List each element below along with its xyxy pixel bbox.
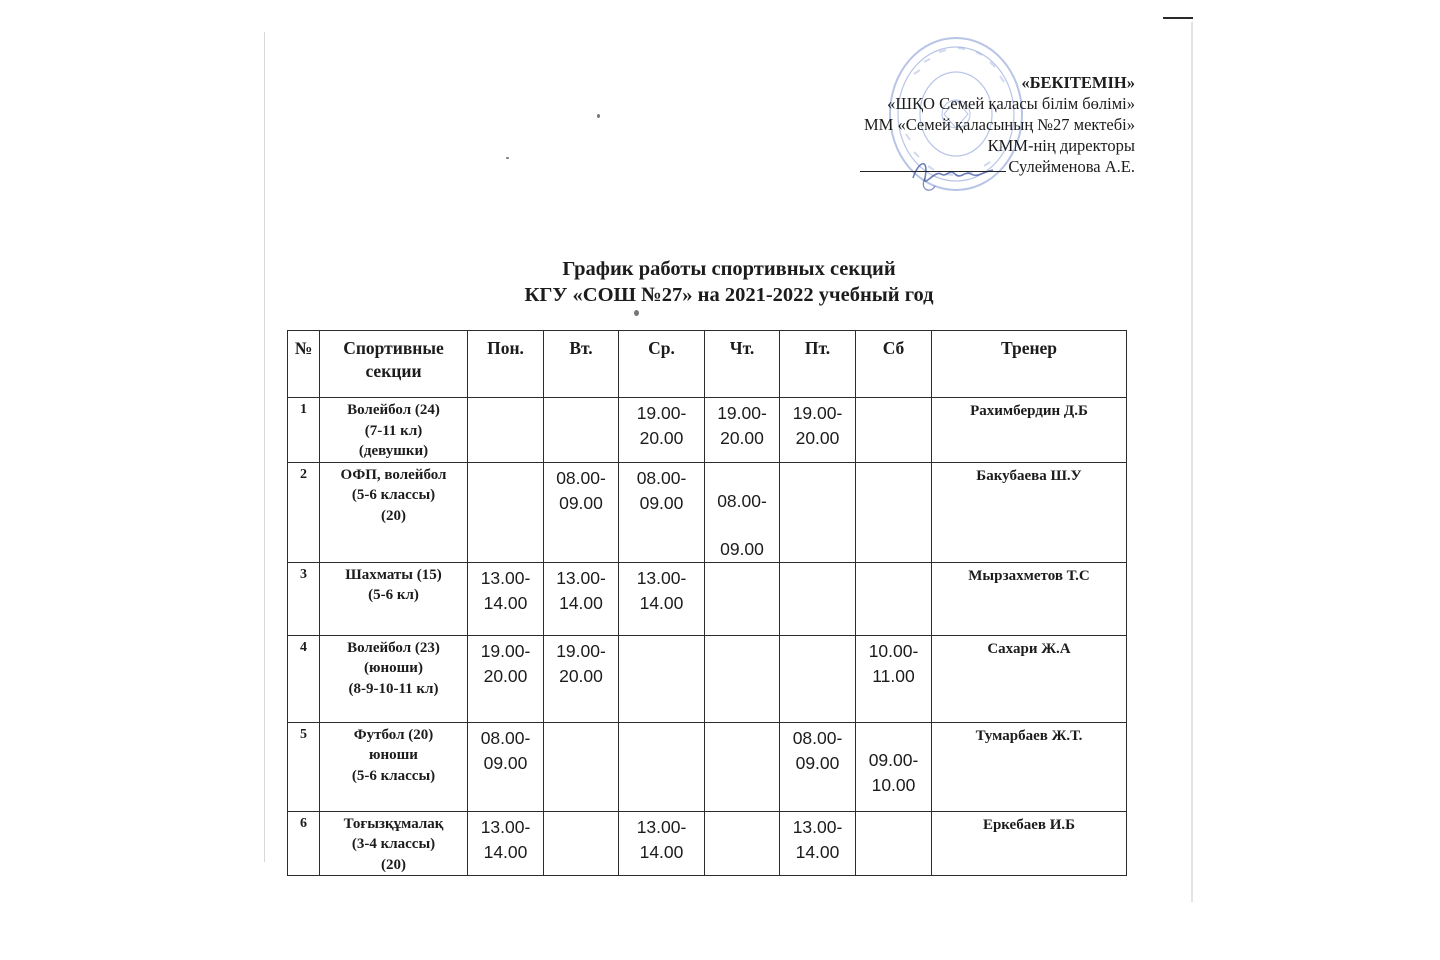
slot-start: 19.00- <box>480 640 531 661</box>
slot-end: 20.00 <box>559 665 603 686</box>
row-number: 5 <box>288 722 320 811</box>
slot-monday <box>468 722 544 811</box>
section-line: (5-6 кл) <box>368 587 419 603</box>
slot-monday <box>468 398 544 463</box>
slot-end: 09.00 <box>483 752 528 773</box>
header-wednesday: Ср. <box>619 331 705 398</box>
table-row <box>288 462 1127 562</box>
section-line: Футбол (20) <box>353 726 434 743</box>
slot-end: 09.00 <box>639 492 684 513</box>
slot-start: 13.00- <box>480 816 531 837</box>
slot-end: 09.00 <box>795 752 840 773</box>
slot-start: 08.00- <box>556 467 606 488</box>
section-line: (юноши) <box>364 660 423 676</box>
slot-thursday <box>705 811 780 876</box>
table-row <box>288 811 1127 876</box>
section-line: (20) <box>381 856 406 873</box>
scan-edge-left <box>264 32 265 862</box>
slot-start: 19.00- <box>636 403 687 423</box>
slot-thursday <box>705 562 780 635</box>
slot-saturday <box>856 462 932 562</box>
slot-start: 13.00- <box>556 567 606 588</box>
slot-wednesday <box>619 562 705 635</box>
header-friday: Пт. <box>780 331 856 398</box>
schedule-table <box>287 330 1127 876</box>
signature-underline <box>860 157 1006 172</box>
scan-mark-top <box>1163 17 1193 19</box>
slot-wednesday <box>619 722 705 811</box>
scan-speck <box>634 310 639 316</box>
table-row <box>288 722 1127 811</box>
coach-name: Сахари Ж.А <box>932 635 1127 722</box>
section-line: Тоғызқұмалақ <box>343 815 444 832</box>
table-row <box>288 562 1127 635</box>
slot-end: 14.00 <box>483 841 528 862</box>
slot-saturday <box>856 562 932 635</box>
slot-start: 08.00- <box>792 727 843 748</box>
slot-start: 08.00- <box>717 490 767 511</box>
row-number: 4 <box>288 635 320 722</box>
section-name <box>320 811 468 876</box>
section-name <box>320 562 468 635</box>
coach-name: Бакубаева Ш.У <box>932 462 1127 562</box>
slot-end: 09.00 <box>720 538 764 559</box>
row-number: 3 <box>288 562 320 635</box>
coach-name: Мырзахметов Т.С <box>932 562 1127 635</box>
slot-start: 10.00- <box>868 640 919 661</box>
scan-speck <box>506 157 509 159</box>
slot-thursday <box>705 722 780 811</box>
section-line: ОФП, волейбол <box>340 466 447 483</box>
section-line: Шахматы (15) <box>345 566 442 583</box>
header-section: Спортивные секции <box>320 331 468 398</box>
slot-end: 20.00 <box>483 665 528 686</box>
section-line: (5-6 классы) <box>351 767 436 784</box>
slot-friday <box>780 811 856 876</box>
approval-school: ММ «Семей қаласының №27 мектебі» <box>864 115 1135 134</box>
section-line: (3-4 классы) <box>351 836 436 852</box>
slot-start: 13.00- <box>636 567 687 588</box>
section-name <box>320 635 468 722</box>
slot-end: 20.00 <box>795 428 840 448</box>
slot-start: 13.00- <box>792 816 843 837</box>
slot-start: 13.00- <box>480 567 531 588</box>
slot-tuesday <box>544 811 619 876</box>
slot-saturday <box>856 722 932 811</box>
row-number: 2 <box>288 462 320 562</box>
slot-tuesday <box>544 398 619 463</box>
section-line: (20) <box>381 507 406 524</box>
header-saturday: Сб <box>856 331 932 398</box>
slot-thursday <box>705 398 780 463</box>
section-name <box>320 722 468 811</box>
section-line: (7-11 кл) <box>364 422 423 439</box>
section-name <box>320 462 468 562</box>
slot-end: 14.00 <box>639 592 684 613</box>
table-header-row <box>288 331 1127 398</box>
slot-saturday <box>856 811 932 876</box>
slot-start: 19.00- <box>556 640 606 661</box>
slot-wednesday <box>619 462 705 562</box>
header-number: № <box>288 331 320 398</box>
coach-name: Рахимбердин Д.Б <box>932 398 1127 463</box>
slot-start: 08.00- <box>480 727 531 748</box>
slot-end: 14.00 <box>795 841 840 862</box>
slot-end: 11.00 <box>872 665 915 686</box>
slot-end: 14.00 <box>483 592 528 613</box>
approval-block <box>860 72 1135 177</box>
slot-start: 09.00- <box>868 749 919 770</box>
slot-end: 10.00 <box>871 774 916 795</box>
slot-friday <box>780 635 856 722</box>
table-row <box>288 635 1127 722</box>
slot-friday <box>780 462 856 562</box>
slot-tuesday <box>544 635 619 722</box>
slot-monday <box>468 562 544 635</box>
slot-monday <box>468 462 544 562</box>
slot-end: 14.00 <box>559 592 603 613</box>
coach-name: Тумарбаев Ж.Т. <box>932 722 1127 811</box>
slot-saturday <box>856 398 932 463</box>
slot-monday <box>468 635 544 722</box>
slot-wednesday <box>619 398 705 463</box>
slot-end: 20.00 <box>720 428 764 448</box>
row-number: 6 <box>288 811 320 876</box>
slot-start: 08.00- <box>636 467 687 488</box>
slot-tuesday <box>544 562 619 635</box>
slot-tuesday <box>544 462 619 562</box>
section-name <box>320 398 468 463</box>
section-line: (8-9-10-11 кл) <box>348 680 439 697</box>
slot-end: 20.00 <box>639 428 684 448</box>
slot-thursday <box>705 635 780 722</box>
slot-wednesday <box>619 811 705 876</box>
approval-position: КММ-нің директоры <box>987 136 1135 155</box>
slot-thursday <box>705 462 780 562</box>
section-line: (5-6 классы) <box>351 487 436 503</box>
title-line-1: График работы спортивных секций <box>562 258 896 280</box>
approval-signature-line <box>860 156 1135 177</box>
section-line: Волейбол (24) <box>347 402 440 418</box>
scan-speck <box>597 114 600 118</box>
row-number: 1 <box>288 398 320 463</box>
header-monday: Пон. <box>468 331 544 398</box>
slot-start: 19.00- <box>792 403 843 423</box>
slot-friday <box>780 398 856 463</box>
slot-friday <box>780 722 856 811</box>
header-thursday: Чт. <box>705 331 780 398</box>
slot-end: 09.00 <box>559 492 603 513</box>
slot-start: 19.00- <box>717 403 767 423</box>
scan-edge-right <box>1191 22 1193 902</box>
section-line: (девушки) <box>358 443 429 459</box>
slot-saturday <box>856 635 932 722</box>
header-coach: Тренер <box>932 331 1127 398</box>
approval-department: «ШҚО Семей қаласы білім бөлімі» <box>887 94 1135 113</box>
slot-wednesday <box>619 635 705 722</box>
title-line-2: КГУ «СОШ №27» на 2021-2022 учебный год <box>524 284 934 306</box>
header-tuesday: Вт. <box>544 331 619 398</box>
section-line: Волейбол (23) <box>347 639 440 656</box>
slot-tuesday <box>544 722 619 811</box>
slot-friday <box>780 562 856 635</box>
document-title <box>0 256 1440 308</box>
table-row <box>288 398 1127 463</box>
coach-name: Еркебаев И.Б <box>932 811 1127 876</box>
director-name: Сулейменова А.Е. <box>1008 157 1135 176</box>
slot-monday <box>468 811 544 876</box>
section-line: юноши <box>369 747 418 763</box>
slot-start: 13.00- <box>636 816 687 837</box>
slot-end: 14.00 <box>639 841 684 862</box>
approval-heading: «БЕКІТЕМІН» <box>1021 73 1135 92</box>
